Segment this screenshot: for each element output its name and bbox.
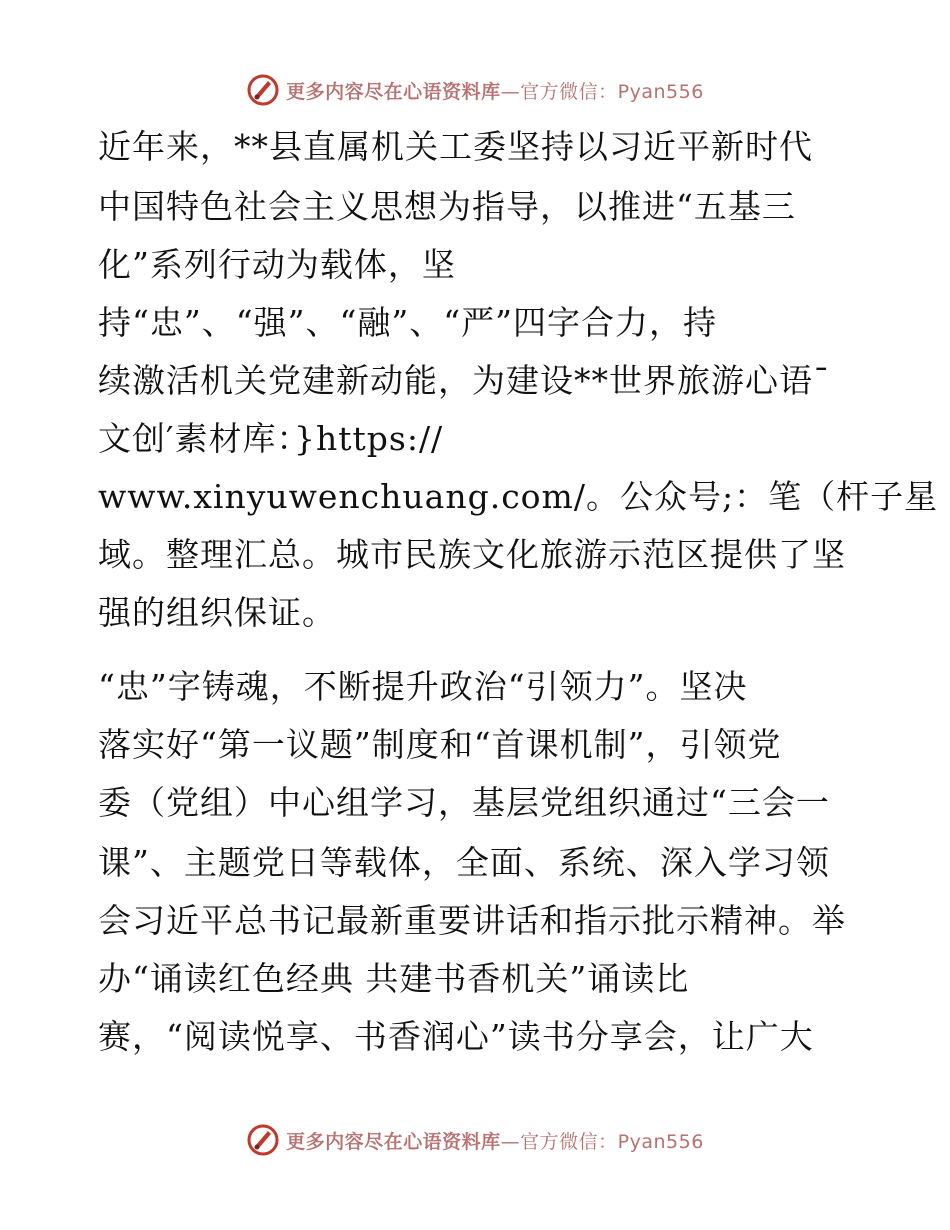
paragraph-1-line-9: 强的组织保证。 — [98, 593, 336, 632]
paragraph-2-line-5: 会习近平总书记最新重要讲话和指示批示精神。举 — [98, 901, 846, 940]
brand-logo-icon — [246, 1123, 280, 1157]
paragraph-2-line-7: 赛，“阅读悦享、书香润心”读书分享会，让广大 — [98, 1017, 814, 1056]
paragraph-1-line-2: 中国特色社会主义思想为指导，以推进“五基三 — [98, 187, 796, 226]
paragraph-1-line-3: 化”系列行动为载体，坚 — [98, 245, 456, 284]
paragraph-1-line-4: 持“忠”、“强”、“融”、“严”四字合力，持 — [98, 303, 717, 342]
paragraph-1-line-7: www.xinyuwenchuang.com/。公众号;：笔（杆子星 — [98, 477, 939, 516]
paragraph-2-line-4: 课”、主题党日等载体，全面、系统、深入学习领 — [98, 843, 830, 882]
footer-banner-text: 更多内容尽在心语资料库—官方微信：Pyan556 — [286, 1130, 704, 1153]
paragraph-2-line-3: 委（党组）中心组学习，基层党组织通过“三会一 — [98, 783, 830, 822]
footer-banner — [0, 1122, 950, 1158]
paragraph-1-line-6: 文创′素材库：}https:// — [98, 419, 444, 458]
paragraph-1-line-8: 域。整理汇总。城市民族文化旅游示范区提供了坚 — [98, 535, 846, 574]
paragraph-1-line-1: 近年来，**县直属机关工委坚持以习近平新时代 — [98, 127, 813, 166]
header-banner-text: 更多内容尽在心语资料库—官方微信：Pyan556 — [286, 80, 704, 103]
paragraph-2-line-1: “忠”字铸魂，不断提升政治“引领力”。坚决 — [98, 667, 748, 706]
paragraph-2-line-2: 落实好“第一议题”制度和“首课机制”，引领党 — [98, 725, 782, 764]
paragraph-2-line-6: 办“诵读红色经典 共建书香机关”诵读比 — [98, 959, 690, 998]
paragraph-1-line-5: 续激活机关党建新动能，为建设**世界旅游心语¯ — [98, 361, 831, 400]
